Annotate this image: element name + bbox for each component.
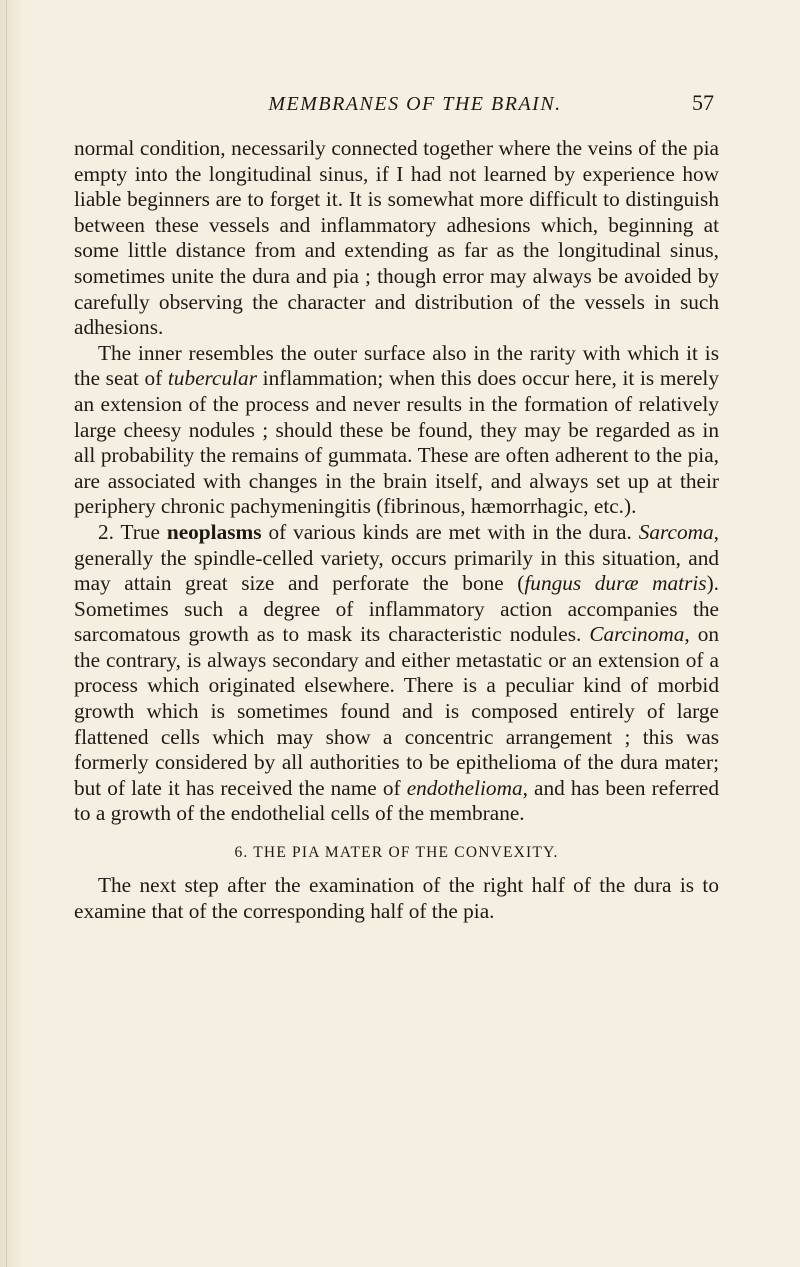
page-number: 57 [692,90,714,115]
paragraph-2-start: The inner resembles the outer surface also in the rarity with which it is the seat of [74,340,719,391]
running-title: MEMBRANES OF THE BRAIN. [268,93,562,115]
paragraph-4: The next step after the examination of the right half of the dura is to examine that of the corresponding half of the pia. [74,873,719,923]
page-gutter [0,0,22,1267]
paragraph-2-rest: inflammation; when this does occur here, it is merely an extension of the process and never results in the formation of relatively large cheesy nodules ; should these be found, they may be regarded as in all probability the remains of gummata. These are often adherent to the pia, are associated with changes in the brain itself, and always set up at their periphery chronic pachymeningitis (fibrinous, hæmorrhagic, etc.). [74,366,720,519]
term-endothelioma: endothelioma [406,775,523,800]
binding-edge [6,0,7,1267]
section-heading: 6. THE PIA MATER OF THE CONVEXITY. [234,844,559,862]
paragraph-3-part-b: , generally the spindle-celled variety, occurs primarily in this situation, and may attain great size and perforate the bone ( [74,519,719,596]
paragraph-3-number: 2. True [98,519,167,544]
term-fungus: fungus duræ matris [524,571,707,596]
paragraph-3-part-e: , and has been referred to a growth of the endothelial cells of the membrane. [74,775,720,826]
term-sarcoma: Sarcoma [638,519,714,544]
paragraph-3-part-d: , on the contrary, is always secondary and either metastatic or an extension of a process which originated elsewhere. There is a peculiar kind of morbid growth which is sometimes found and is composed entirely of large flattened cells which may show a concentric arrangement ; this was formerly considered by all authorities to be epithelioma of the dura mater; but of late it has received the name of [74,622,720,800]
paragraph-3 [74,520,719,827]
paragraph-3-part-a: of various kinds are met with in the dura. [261,519,639,544]
paragraph-2 [74,341,719,520]
term-tubercular: tubercular [167,366,257,391]
term-neoplasms: neoplasms [166,519,262,544]
term-carcinoma: Carcinoma [589,622,685,647]
body-text [74,136,719,924]
paragraph-1: normal condition, necessarily connected together where the veins of the pia empty into the longitudinal sinus, if I had not learned by experience how liable beginners are to forget it. It is somewhat more difficult to distinguish between these vessels and inflammatory adhesions which, beginning at some little distance from and extending as far as the longitudinal sinus, sometimes unite the dura and pia ; though error may always be avoided by carefully observing the character and distribution of the vessels in such adhesions. [74,136,719,340]
paragraph-3-part-c: ). Sometimes such a degree of inflammatory action accompanies the sarcomatous growth as to mask its characteristic nodules. [74,571,719,647]
